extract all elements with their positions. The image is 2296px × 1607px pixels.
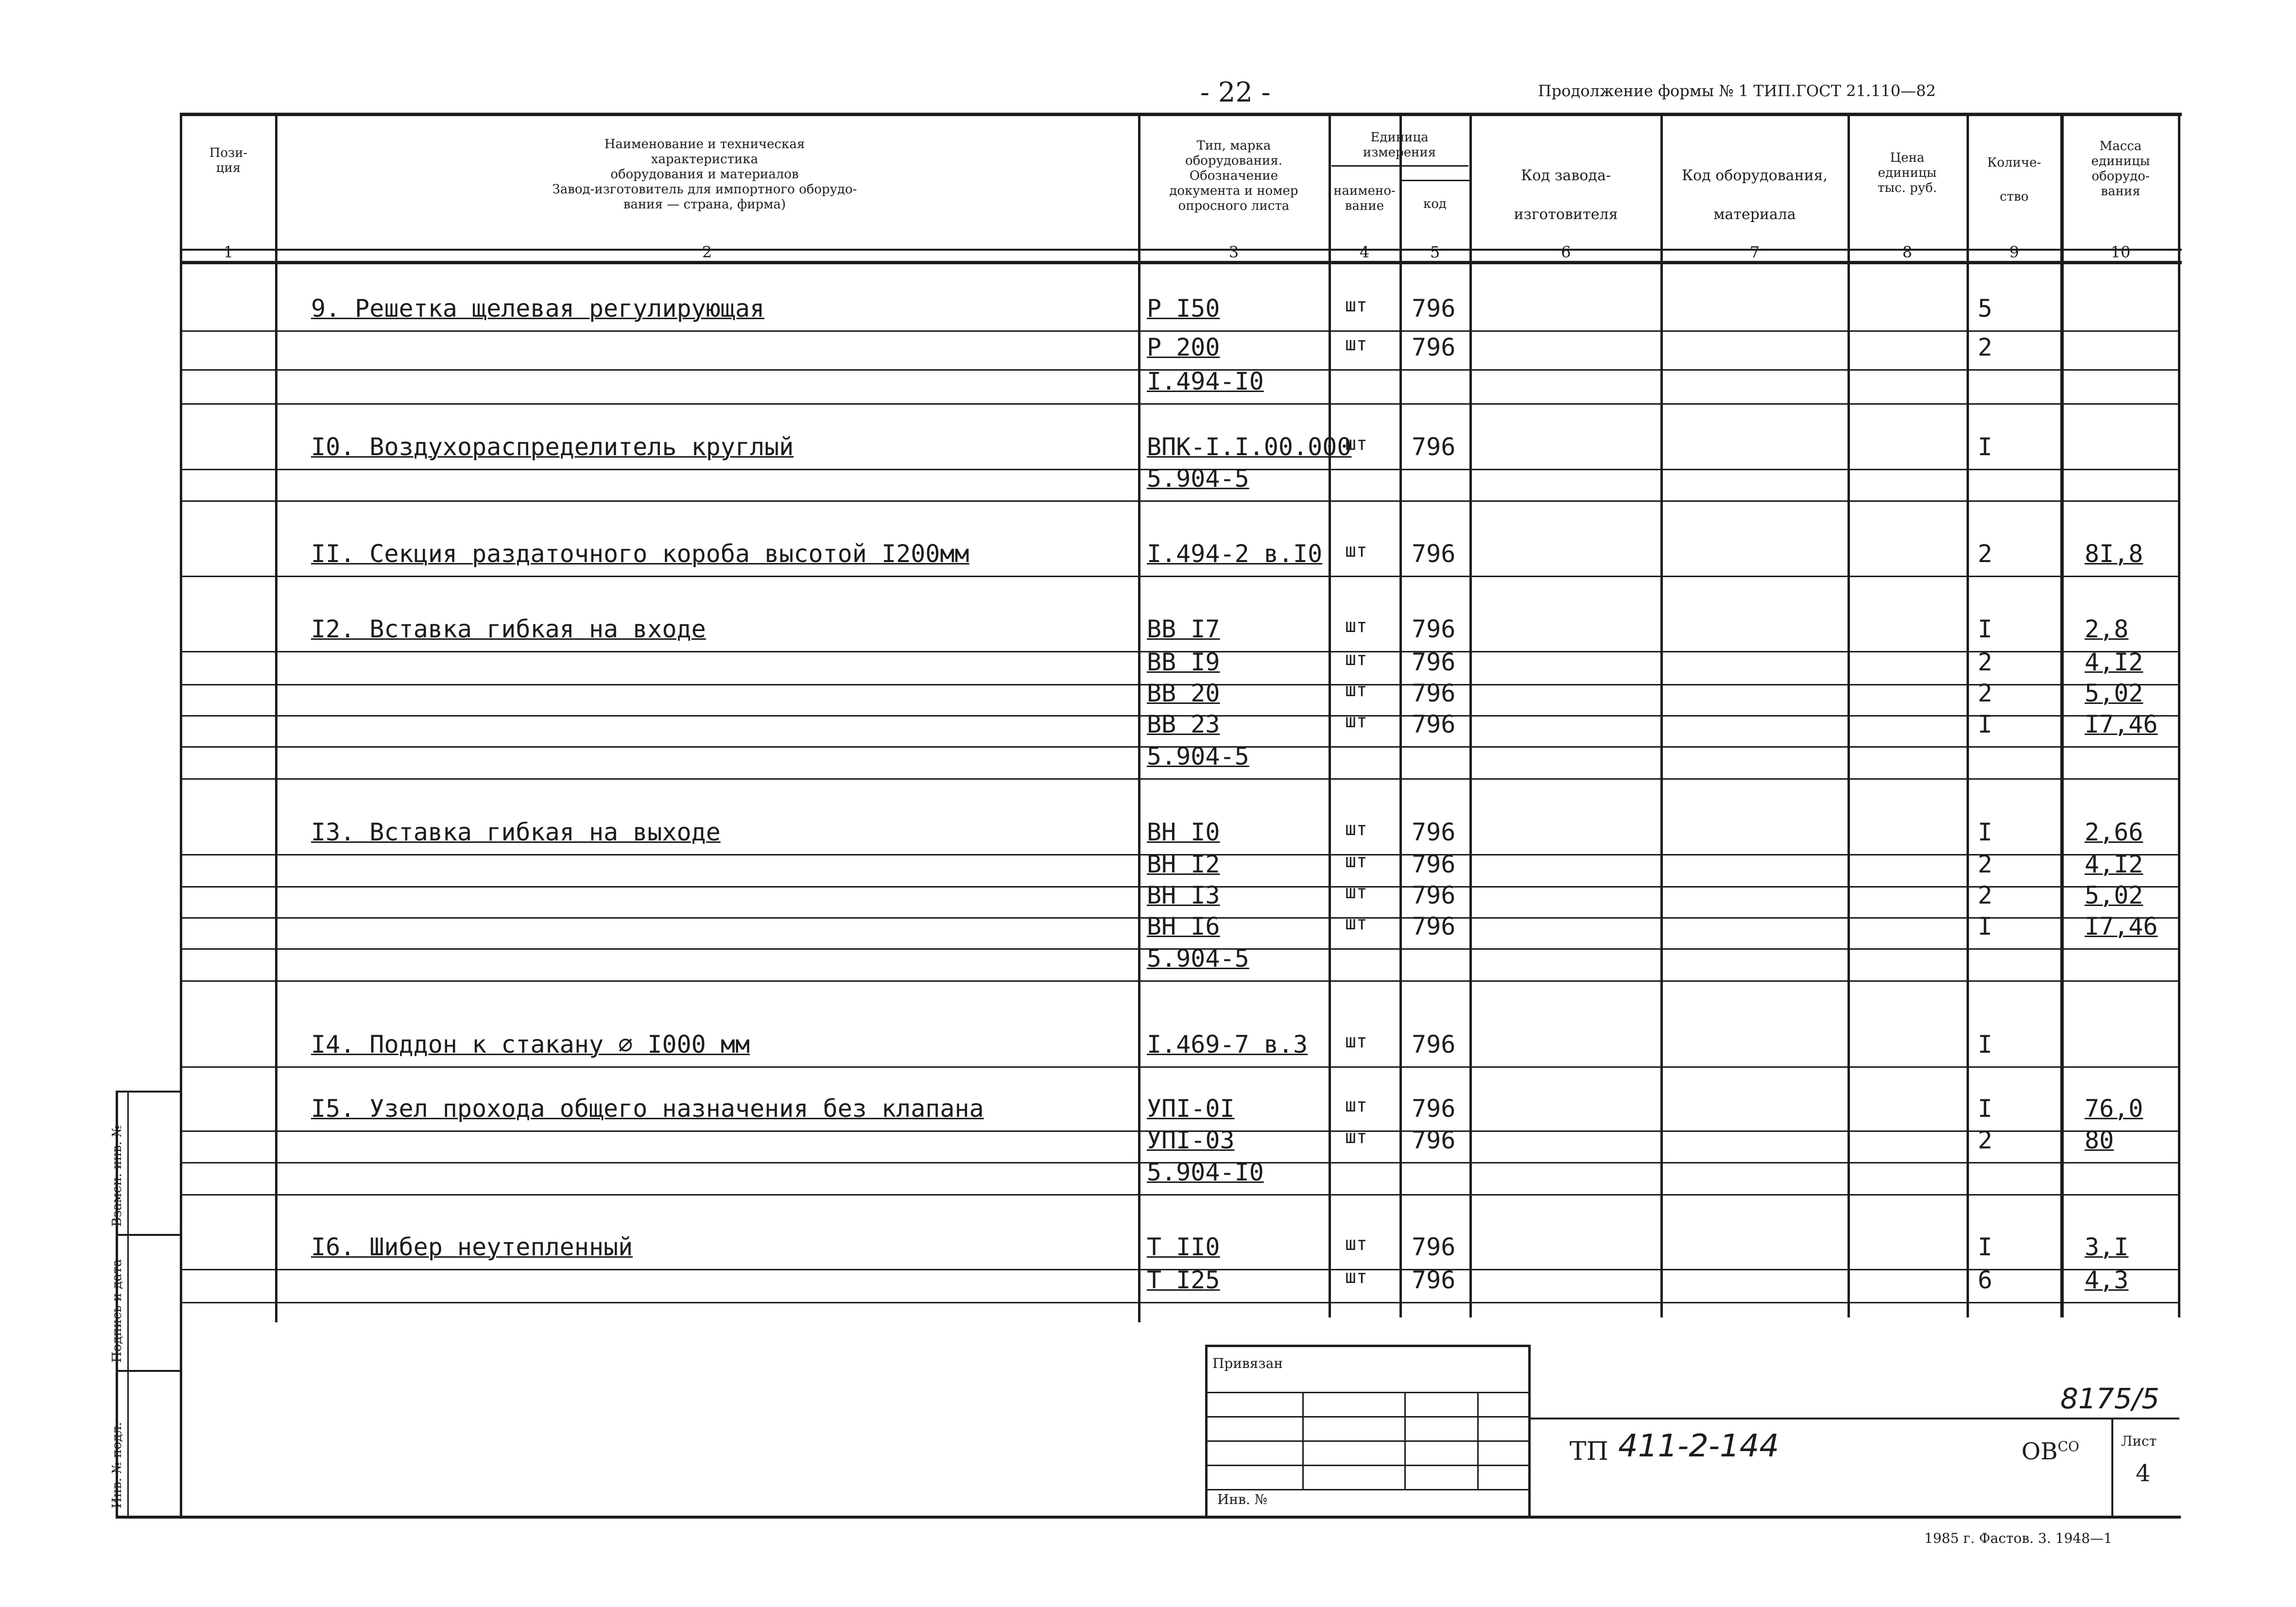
- column-header-3: Тип, марка оборудования. Обозначение документа и номер опросного листа: [1169, 138, 1298, 213]
- cell-unit: шт: [1345, 1233, 1367, 1254]
- cell-type: 5.904-5: [1147, 464, 1249, 493]
- cell-mass: 4,3: [2085, 1266, 2129, 1294]
- cell-type: Т I25: [1147, 1266, 1220, 1294]
- cell-mass: 3,I: [2085, 1233, 2129, 1261]
- cell-code: 796: [1412, 648, 1456, 676]
- column-number: 2: [702, 243, 712, 261]
- cell-unit: шт: [1345, 881, 1367, 903]
- cell-qty: 2: [1978, 333, 1993, 361]
- cell-code: 796: [1412, 333, 1456, 361]
- cell-unit: шт: [1345, 850, 1367, 872]
- cell-name: I5. Узел прохода общего назначения без клапана: [311, 1094, 984, 1123]
- side-label-signature-date: Подпись и дата: [110, 1259, 124, 1363]
- cell-unit: шт: [1345, 433, 1367, 454]
- cell-mass: 80: [2085, 1126, 2114, 1154]
- cell-type: УПI-03: [1147, 1126, 1235, 1154]
- cell-type: I.469-7 в.3: [1147, 1030, 1308, 1059]
- cell-type: Р I50: [1147, 294, 1220, 323]
- cell-unit: шт: [1345, 294, 1367, 316]
- cell-qty: 2: [1978, 648, 1993, 676]
- cell-qty: 2: [1978, 1126, 1993, 1154]
- cell-name: I2. Вставка гибкая на входе: [311, 615, 706, 643]
- cell-qty: I: [1978, 1094, 1993, 1123]
- cell-type: ВПК-I.I.00.000: [1147, 433, 1352, 461]
- cell-code: 796: [1412, 850, 1456, 878]
- cell-qty: I: [1978, 912, 1993, 940]
- cell-mass: 5,02: [2085, 679, 2143, 707]
- cell-code: 796: [1412, 679, 1456, 707]
- column-header-8: Цена единицы тыс. руб.: [1877, 151, 1937, 195]
- inv-label: Инв. №: [1217, 1491, 1268, 1507]
- cell-code: 796: [1412, 1030, 1456, 1059]
- cell-code: 796: [1412, 710, 1456, 738]
- cell-unit: шт: [1345, 1030, 1367, 1052]
- cell-qty: I: [1978, 710, 1993, 738]
- column-number: 8: [1902, 243, 1913, 261]
- cell-code: 796: [1412, 1233, 1456, 1261]
- row-rule: [180, 576, 2179, 577]
- cell-qty: I: [1978, 615, 1993, 643]
- row-rule: [180, 500, 2179, 502]
- cell-unit: шт: [1345, 912, 1367, 934]
- cell-mass: 5,02: [2085, 881, 2143, 909]
- cell-mass: 2,8: [2085, 615, 2129, 643]
- sheet-number: 4: [2136, 1460, 2151, 1487]
- cell-mass: 2,66: [2085, 818, 2143, 846]
- cell-unit: шт: [1345, 648, 1367, 669]
- cell-type: ВВ 20: [1147, 679, 1220, 707]
- cell-qty: 2: [1978, 679, 1993, 707]
- cell-type: ВВ I7: [1147, 615, 1220, 643]
- side-label-replaced-inv: Взамен. инв. №: [110, 1125, 124, 1227]
- cell-unit: шт: [1345, 1126, 1367, 1147]
- cell-code: 796: [1412, 818, 1456, 846]
- cell-unit: шт: [1345, 615, 1367, 636]
- row-rule: [180, 778, 2179, 780]
- cell-type: I.494-I0: [1147, 367, 1264, 395]
- section-mark: $ОВ^{СО}$: [2021, 1438, 2080, 1465]
- column-number: 1: [223, 243, 234, 261]
- cell-code: 796: [1412, 433, 1456, 461]
- cell-unit: шт: [1345, 540, 1367, 561]
- cell-unit: шт: [1345, 1266, 1367, 1287]
- cell-mass: 8I,8: [2085, 540, 2143, 568]
- cell-type: Р 200: [1147, 333, 1220, 361]
- reference-number: 8175/5: [2060, 1382, 2160, 1415]
- cell-type: ВН I3: [1147, 881, 1220, 909]
- cell-unit: шт: [1345, 818, 1367, 839]
- cell-code: 796: [1412, 294, 1456, 323]
- cell-mass: 76,0: [2085, 1094, 2143, 1123]
- column-header-7: Код оборудования, материала: [1681, 167, 1828, 223]
- column-header-5: код: [1423, 197, 1447, 211]
- cell-type: I.494-2 в.I0: [1147, 540, 1323, 568]
- project-number: 411-2-144: [1618, 1428, 1779, 1464]
- column-number: 4: [1359, 243, 1370, 261]
- column-number: 3: [1228, 243, 1239, 261]
- column-header-4: наимено- вание: [1333, 184, 1396, 213]
- cell-code: 796: [1412, 912, 1456, 940]
- doc-prefix: ТП: [1570, 1437, 1609, 1466]
- cell-mass: 4,I2: [2085, 850, 2143, 878]
- cell-type: 5.904-5: [1147, 742, 1249, 770]
- cell-name: I6. Шибер неутепленный: [311, 1233, 633, 1261]
- attached-label: Привязан: [1212, 1355, 1283, 1371]
- cell-mass: I7,46: [2085, 912, 2158, 940]
- cell-name: II. Секция раздаточного короба высотой I200мм: [311, 540, 969, 568]
- row-rule: [180, 1066, 2179, 1068]
- cell-name: I4. Поддон к стакану ∅ I000 мм: [311, 1030, 750, 1059]
- column-number: 7: [1749, 243, 1760, 261]
- cell-mass: I7,46: [2085, 710, 2158, 738]
- cell-qty: 2: [1978, 850, 1993, 878]
- cell-code: 796: [1412, 1126, 1456, 1154]
- cell-code: 796: [1412, 1266, 1456, 1294]
- cell-code: 796: [1412, 615, 1456, 643]
- row-rule: [180, 1194, 2179, 1196]
- cell-qty: 2: [1978, 881, 1993, 909]
- column-header-10: Масса единицы оборудо- вания: [2091, 139, 2150, 199]
- cell-mass: 4,I2: [2085, 648, 2143, 676]
- column-header-2: Наименование и техническая характеристика оборудования и материалов Завод-изготовитель для импортного оборудо- вания — страна, фирма): [552, 137, 857, 212]
- cell-unit: шт: [1345, 1094, 1367, 1116]
- column-header-6: Код завода- изготовителя: [1514, 167, 1618, 223]
- row-rule: [180, 330, 2179, 332]
- page-number: - 22 -: [1200, 77, 1271, 108]
- cell-type: ВВ 23: [1147, 710, 1220, 738]
- side-label-inv-original: Инв. № подл.: [110, 1422, 124, 1508]
- cell-qty: I: [1978, 433, 1993, 461]
- cell-qty: 5: [1978, 294, 1993, 323]
- column-number: 6: [1561, 243, 1571, 261]
- cell-name: 9. Решетка щелевая регулирующая: [311, 294, 765, 323]
- cell-type: ВН I0: [1147, 818, 1220, 846]
- cell-qty: 6: [1978, 1266, 1993, 1294]
- cell-qty: I: [1978, 1030, 1993, 1059]
- unit-header: Единица измерения: [1363, 130, 1436, 160]
- print-footer: 1985 г. Фастов. 3. 1948—1: [1924, 1530, 2112, 1546]
- sheet-label: Лист: [2121, 1433, 2157, 1449]
- cell-type: ВВ I9: [1147, 648, 1220, 676]
- row-rule: [180, 403, 2179, 405]
- cell-code: 796: [1412, 881, 1456, 909]
- column-header-1: Пози- ция: [209, 146, 248, 175]
- cell-type: 5.904-5: [1147, 944, 1249, 973]
- cell-qty: 2: [1978, 540, 1993, 568]
- column-number: 5: [1430, 243, 1440, 261]
- cell-unit: шт: [1345, 710, 1367, 732]
- cell-qty: I: [1978, 1233, 1993, 1261]
- row-rule: [180, 980, 2179, 982]
- cell-type: УПI-0I: [1147, 1094, 1235, 1123]
- cell-unit: шт: [1345, 679, 1367, 701]
- column-header-9: Количе- ство: [1987, 155, 2041, 204]
- cell-type: ВН I6: [1147, 912, 1220, 940]
- cell-type: 5.904-I0: [1147, 1158, 1264, 1186]
- cell-code: 796: [1412, 540, 1456, 568]
- cell-type: ВН I2: [1147, 850, 1220, 878]
- cell-qty: I: [1978, 818, 1993, 846]
- cell-unit: шт: [1345, 333, 1367, 355]
- column-number: 10: [2110, 243, 2131, 261]
- column-number: 9: [2009, 243, 2020, 261]
- cell-name: I3. Вставка гибкая на выходе: [311, 818, 721, 846]
- cell-name: I0. Воздухораспределитель круглый: [311, 433, 794, 461]
- cell-type: Т II0: [1147, 1233, 1220, 1261]
- row-rule: [180, 1302, 2179, 1303]
- cell-code: 796: [1412, 1094, 1456, 1123]
- form-continuation: Продолжение формы № 1 ТИП.ГОСТ 21.110—82: [1538, 82, 1936, 100]
